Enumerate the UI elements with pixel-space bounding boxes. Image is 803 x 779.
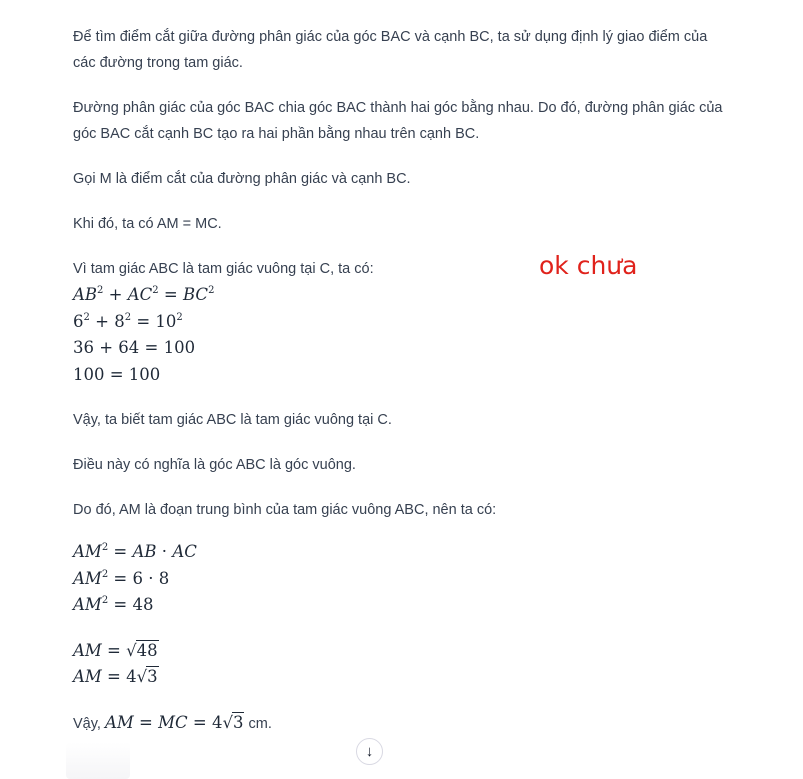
paragraph-intro: Để tìm điểm cắt giữa đường phân giác của góc BAC và cạnh BC, ta sử dụng định lý giao điểm của các đường trong tam giác. xyxy=(73,29,708,71)
equation-7: $AM^2 = 48$ xyxy=(73,595,154,614)
final-equation: AM = MC = 4√3 xyxy=(104,712,244,732)
am-root-equations xyxy=(73,638,733,691)
equation-6: $AM^2 = 6 \cdot 8$ xyxy=(73,568,170,588)
paragraph-bisector: Đường phân giác của góc BAC chia góc BAC thành hai góc bằng nhau. Do đó, đường phân giác của góc BAC cắt cạnh BC tạo ra hai phần bằng nhau trên cạnh BC. xyxy=(73,100,723,142)
equation-1: $AB^2 + AC^2 = BC^2$ xyxy=(73,285,215,304)
paragraph-conclusion: Vậy, ta biết tam giác ABC là tam giác vuông tại C. xyxy=(73,412,392,428)
paragraph-final: Vậy, AM = MC = 4√3 cm. xyxy=(73,712,272,732)
arrow-down-icon: ↓ xyxy=(365,743,374,760)
equation-9: AM = 4√3 xyxy=(73,667,158,686)
pythagoras-equations xyxy=(73,282,733,388)
equation-4: 100 = 100 xyxy=(73,364,161,384)
am-square-equations xyxy=(73,539,733,619)
chat-message xyxy=(73,24,733,756)
equation-8: AM = √48 xyxy=(73,640,158,660)
paragraph-median: Do đó, AM là đoạn trung bình của tam giác vuông ABC, nên ta có: xyxy=(73,502,497,518)
equation-3: 36 + 64 = 100 xyxy=(73,338,196,357)
paragraph-right-triangle: Vì tam giác ABC là tam giác vuông tại C, ta có: xyxy=(73,261,374,277)
input-area-fade xyxy=(66,742,130,779)
paragraph-define-m: Gọi M là điểm cắt của đường phân giác và cạnh BC. xyxy=(73,171,411,187)
equation-2: $6^2 + 8^2 = 10^2$ xyxy=(73,311,183,331)
paragraph-am-mc: Khi đó, ta có AM = MC. xyxy=(73,216,222,232)
handwritten-note: ok chưa xyxy=(539,251,638,280)
paragraph-right-angle: Điều này có nghĩa là góc ABC là góc vuông. xyxy=(73,457,356,473)
scroll-to-bottom-button[interactable] xyxy=(356,738,383,765)
equation-5: $AM^2$ = AB · AC xyxy=(73,542,197,561)
